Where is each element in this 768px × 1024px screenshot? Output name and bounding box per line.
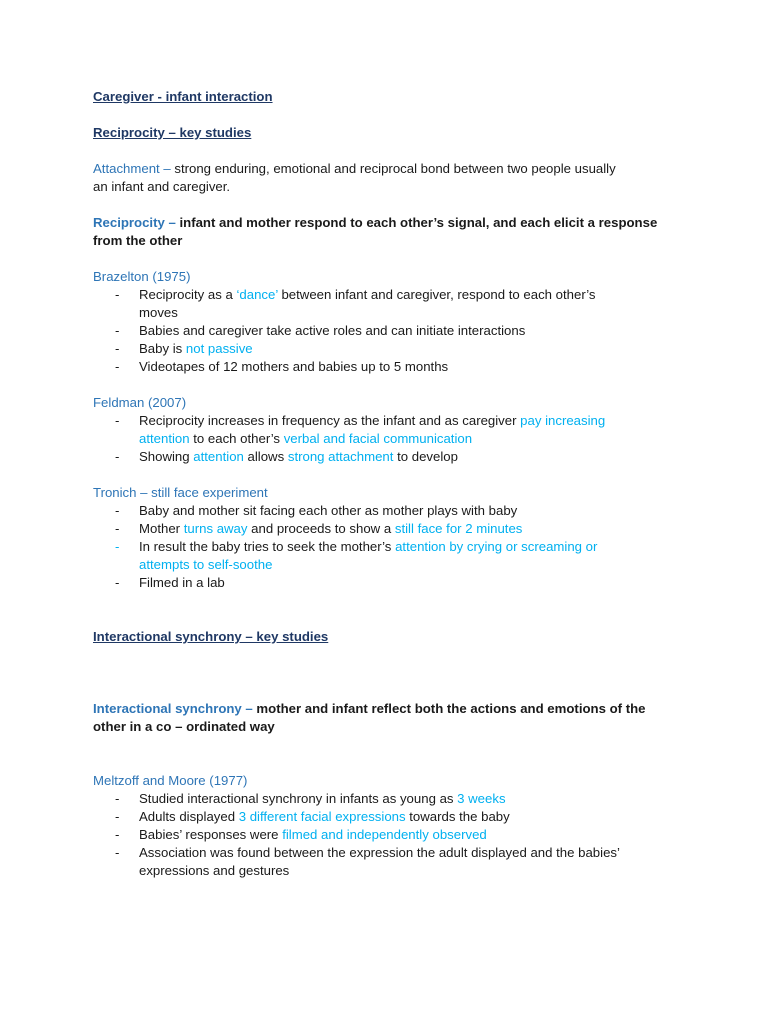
highlight-text: 3 weeks <box>457 791 506 806</box>
list-text: to each other’s <box>189 431 284 446</box>
list-text: to develop <box>393 449 458 464</box>
synchrony-term: Interactional synchrony – <box>93 701 253 716</box>
highlight-text: pay increasing <box>520 413 606 428</box>
reciprocity-def-line-2: from the other <box>93 233 183 248</box>
list-dash: - <box>115 503 120 518</box>
list-item <box>93 322 683 340</box>
list-item <box>93 502 683 520</box>
brazelton-list <box>93 286 683 376</box>
list-item <box>93 340 683 358</box>
list-dash: - <box>115 575 120 590</box>
list-dash: - <box>115 323 120 338</box>
document-title: Caregiver - infant interaction <box>93 89 273 104</box>
synchrony-def-line-2: other in a co – ordinated way <box>93 719 275 734</box>
synchrony-def-line-1: mother and infant reflect both the actions and emotions of the <box>252 701 646 716</box>
highlight-text: filmed and independently observed <box>282 827 487 842</box>
reciprocity-term: Reciprocity – <box>93 215 176 230</box>
list-dash: - <box>115 845 120 860</box>
list-dash: - <box>115 359 120 374</box>
list-text: Association was found between the expression the adult displayed and the babies’ <box>139 845 620 860</box>
list-text: Showing <box>139 449 194 464</box>
tronich-list <box>93 502 683 592</box>
reciprocity-heading: Reciprocity – key studies <box>93 125 252 140</box>
list-item <box>93 520 683 538</box>
list-text: Videotapes of 12 mothers and babies up to 5 months <box>139 359 449 374</box>
attachment-def-line-2: an infant and caregiver. <box>93 179 231 194</box>
list-text: Reciprocity increases in frequency as the infant and as caregiver <box>139 413 521 428</box>
brazelton-heading: Brazelton (1975) <box>93 269 191 284</box>
list-item <box>93 844 683 880</box>
feldman-heading: Feldman (2007) <box>93 395 187 410</box>
tronich-heading: Tronich – still face experiment <box>93 485 268 500</box>
list-item <box>93 574 683 592</box>
list-text: In result the baby tries to seek the mother’s <box>139 539 396 554</box>
attachment-term: Attachment – <box>93 161 171 176</box>
list-item <box>93 826 683 844</box>
list-text: and proceeds to show a <box>247 521 395 536</box>
reciprocity-definition <box>93 214 683 250</box>
meltzoff-heading: Meltzoff and Moore (1977) <box>93 773 248 788</box>
feldman-list <box>93 412 683 466</box>
highlight-text: strong attachment <box>287 449 394 464</box>
list-text: Filmed in a lab <box>139 575 225 590</box>
highlight-text: still face for 2 minutes <box>394 521 523 536</box>
list-item <box>93 808 683 826</box>
list-text: Babies and caregiver take active roles and can initiate interactions <box>139 323 526 338</box>
highlight-text: turns away <box>183 521 248 536</box>
list-dash: - <box>115 539 120 554</box>
list-dash: - <box>115 521 120 536</box>
list-item <box>93 790 683 808</box>
highlight-text: ‘dance’ <box>236 287 278 302</box>
list-text: Babies’ responses were <box>139 827 283 842</box>
highlight-text: attempts to self-soothe <box>139 557 273 572</box>
list-text: Baby is <box>139 341 186 356</box>
list-item <box>93 358 683 376</box>
list-text: Reciprocity as a <box>139 287 237 302</box>
list-text: Baby and mother sit facing each other as mother plays with baby <box>139 503 518 518</box>
list-dash: - <box>115 341 120 356</box>
document-page <box>93 88 683 880</box>
list-item <box>93 412 683 448</box>
list-item <box>93 286 683 322</box>
meltzoff-list <box>93 790 683 880</box>
list-dash: - <box>115 287 120 302</box>
list-item <box>93 448 683 466</box>
list-item <box>93 538 683 574</box>
highlight-text: not passive <box>185 341 253 356</box>
list-text: Studied interactional synchrony in infants as young as <box>139 791 458 806</box>
list-dash: - <box>115 449 120 464</box>
highlight-text: 3 different facial expressions <box>238 809 406 824</box>
attachment-def-line-1: strong enduring, emotional and reciprocal bond between two people usually <box>170 161 616 176</box>
list-text: Adults displayed <box>139 809 239 824</box>
highlight-text: attention <box>139 431 190 446</box>
highlight-text: attention <box>193 449 244 464</box>
synchrony-heading: Interactional synchrony – key studies <box>93 629 329 644</box>
list-dash: - <box>115 413 120 428</box>
list-text: between infant and caregiver, respond to each other’s <box>277 287 596 302</box>
list-text: expressions and gestures <box>139 863 290 878</box>
list-dash: - <box>115 809 120 824</box>
highlight-text: attention by crying or screaming or <box>395 539 598 554</box>
synchrony-definition <box>93 700 683 736</box>
attachment-definition <box>93 160 683 196</box>
list-text: moves <box>139 305 178 320</box>
reciprocity-def-line-1: infant and mother respond to each other’s signal, and each elicit a response <box>175 215 658 230</box>
highlight-text: verbal and facial communication <box>283 431 473 446</box>
list-dash: - <box>115 791 120 806</box>
list-text: Mother <box>139 521 184 536</box>
list-text: towards the baby <box>405 809 510 824</box>
list-text: allows <box>243 449 288 464</box>
list-dash: - <box>115 827 120 842</box>
